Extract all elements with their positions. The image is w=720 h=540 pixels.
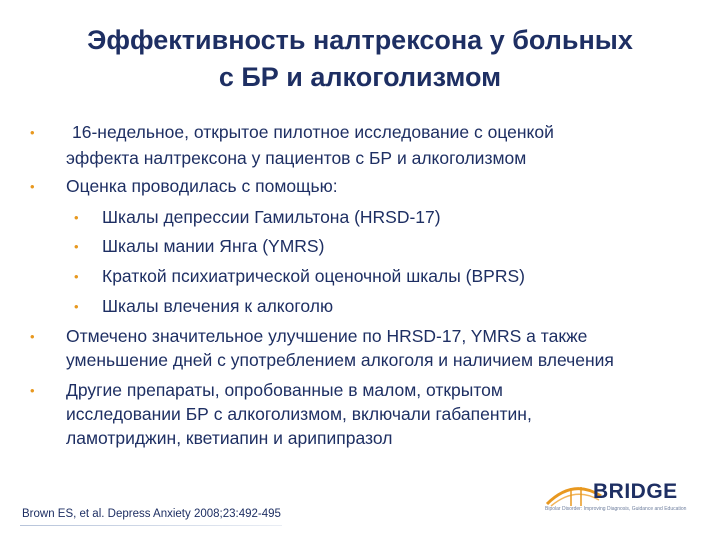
- bullet-dot: •: [30, 383, 35, 398]
- bullet-text: 16-недельное, открытое пилотное исследование с оценкой: [72, 122, 554, 142]
- bullet-dot: •: [74, 269, 79, 284]
- title-line-2: с БР и алкоголизмом: [218, 62, 502, 92]
- bullet-text: эффекта налтрексона у пациентов с БР и алкоголизмом: [66, 148, 527, 168]
- bullet-dot: •: [74, 299, 79, 314]
- bullet-dot: •: [30, 329, 35, 344]
- bullet-text: Шкалы влечения к алкоголю: [102, 296, 334, 316]
- bullet-text: Оценка проводилась с помощью:: [66, 176, 338, 196]
- footer-divider: [20, 525, 282, 526]
- bullet-text: Другие препараты, опробованные в малом, открытом: [66, 380, 503, 400]
- bullet-text: ламотриджин, кветиапин и арипипразол: [66, 428, 393, 448]
- bridge-logo: [545, 476, 705, 516]
- bullet-text: исследовании БР с алкоголизмом, включали габапентин,: [66, 404, 532, 424]
- bullet-dot: •: [30, 125, 35, 140]
- bullet-dot: •: [74, 239, 79, 254]
- bullet-text: Краткой психиатрической оценочной шкалы (BPRS): [102, 266, 525, 286]
- logo-tagline: Bipolar Disorder: Improving Diagnosis, Guidance and Education: [545, 506, 687, 512]
- bullet-text: Шкалы мании Янга (YMRS): [102, 236, 325, 256]
- bullet-text: уменьшение дней с употреблением алкоголя и наличием влечения: [66, 350, 614, 370]
- citation: Brown ES, et al. Depress Anxiety 2008;23:492-495: [22, 508, 281, 520]
- bullet-dot: •: [74, 210, 79, 225]
- bullet-text: Шкалы депрессии Гамильтона (HRSD-17): [102, 207, 441, 227]
- logo-wordmark: BRIDGE: [593, 480, 678, 503]
- title-line-1: Эффективность налтрексона у больных: [87, 25, 633, 55]
- bullet-dot: •: [30, 179, 35, 194]
- bullet-text: Отмечено значительное улучшение по HRSD-17, YMRS а также: [66, 326, 588, 346]
